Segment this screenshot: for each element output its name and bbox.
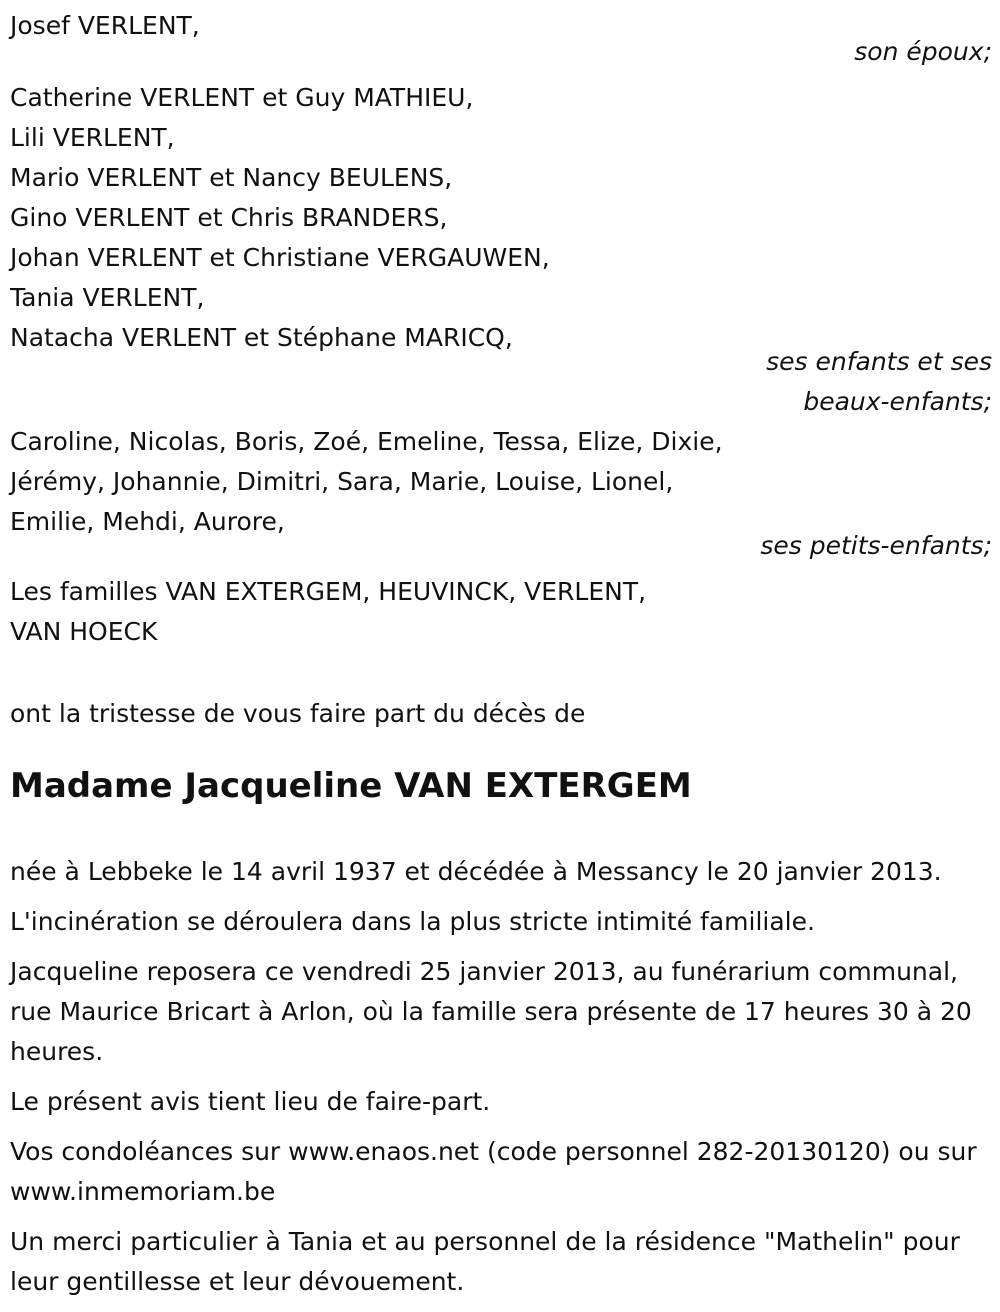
child-line: Mario VERLENT et Nancy BEULENS,: [10, 163, 453, 192]
birth-death-paragraph: née à Lebbeke le 14 avril 1937 et décédée à Messancy le 20 janvier 2013.: [10, 857, 942, 886]
deceased-name: Madame Jacqueline VAN EXTERGEM: [10, 766, 692, 806]
children-role-line1: ses enfants et ses: [766, 347, 992, 376]
spacer: [10, 808, 992, 852]
families-line: VAN HOECK: [10, 617, 158, 646]
child-line: Natacha VERLENT et Stéphane MARICQ,: [10, 323, 513, 352]
child-line: Johan VERLENT et Christiane VERGAUWEN,: [10, 243, 550, 272]
child-line: Tania VERLENT,: [10, 283, 205, 312]
grandchildren-line: Emilie, Mehdi, Aurore,: [10, 507, 285, 536]
announcement-text: ont la tristesse de vous faire part du décès de: [10, 699, 586, 728]
condolences-paragraph: Vos condoléances sur www.enaos.net (code personnel 282-20130120) ou sur www.inmemoriam.be: [10, 1137, 977, 1206]
spouse-name: Josef VERLENT,: [10, 11, 200, 40]
thanks-paragraph: Un merci particulier à Tania et au personnel de la résidence "Mathelin" pour leur gentillesse et leur dévouement.: [10, 1227, 960, 1296]
families-section: [10, 572, 992, 652]
spouse-role: son époux;: [854, 37, 992, 66]
obituary-notice: [10, 6, 992, 1312]
grandchildren-role: ses petits-enfants;: [760, 531, 992, 560]
details-section: [10, 852, 992, 1302]
spouse-section: [10, 6, 992, 72]
notice-paragraph: Le présent avis tient lieu de faire-part.: [10, 1087, 491, 1116]
cremation-paragraph: L'incinération se déroulera dans la plus stricte intimité familiale.: [10, 907, 815, 936]
children-section: [10, 78, 992, 422]
child-line: Lili VERLENT,: [10, 123, 175, 152]
visitation-paragraph: Jacqueline reposera ce vendredi 25 janvier 2013, au funérarium communal, rue Maurice Bricart à Arlon, où la famille sera présente de 17 heures 30 à 20 heures.: [10, 957, 972, 1066]
families-line: Les familles VAN EXTERGEM, HEUVINCK, VERLENT,: [10, 577, 647, 606]
child-line: Catherine VERLENT et Guy MATHIEU,: [10, 83, 474, 112]
spacer: [10, 734, 992, 764]
grandchildren-section: [10, 422, 992, 566]
children-role-line2: beaux-enfants;: [803, 387, 992, 416]
grandchildren-line: Jérémy, Johannie, Dimitri, Sara, Marie, Louise, Lionel,: [10, 467, 674, 496]
grandchildren-line: Caroline, Nicolas, Boris, Zoé, Emeline, Tessa, Elize, Dixie,: [10, 427, 723, 456]
child-line: Gino VERLENT et Chris BRANDERS,: [10, 203, 448, 232]
spacer: [10, 652, 992, 694]
